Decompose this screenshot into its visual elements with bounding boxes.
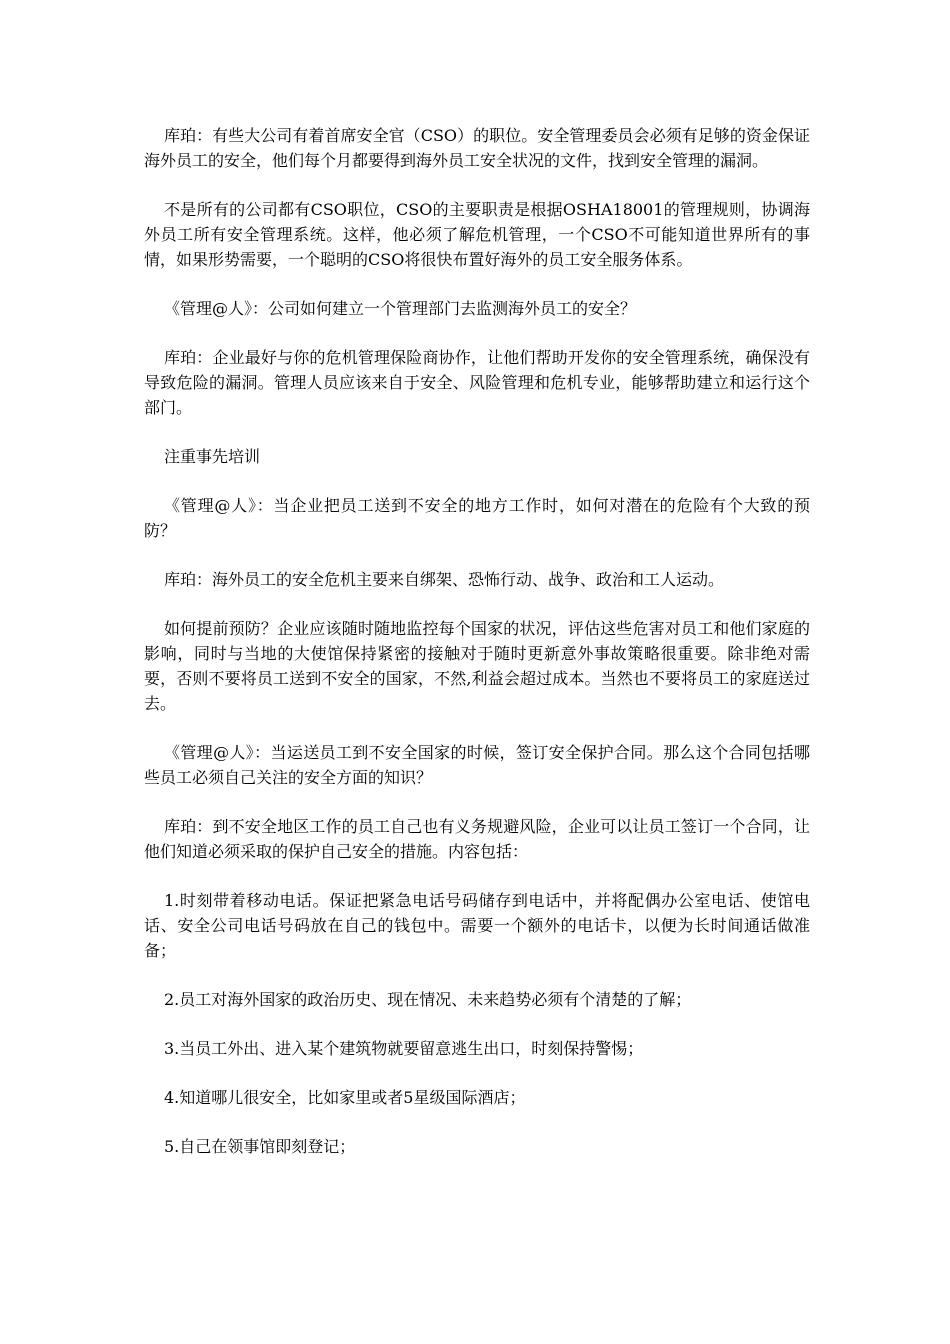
section-heading-training: 注重事先培训 — [164, 447, 261, 466]
document-body — [144, 123, 810, 1183]
list-item-2: 2.员工对海外国家的政治历史、现在情况、未来趋势必须有个清楚的了解； — [164, 990, 692, 1009]
list-item-3: 3.当员工外出、进入某个建筑物就要留意逃生出口，时刻保持警惕； — [164, 1039, 644, 1058]
paragraph-cso-duties: 不是所有的公司都有CSO职位，CSO的主要职责是根据OSHA18001的管理规则，协调海外员工所有安全管理系统。这样，他必须了解危机管理，一个CSO不可能知道世界所有的事情，如果形势需要，一个聪明的CSO将很快布置好海外的员工安全服务体系。 — [144, 200, 810, 269]
paragraph-cso-role: 库珀：有些大公司有着首席安全官（CSO）的职位。安全管理委员会必须有足够的资金保证海外员工的安全，他们每个月都要得到海外员工安全状况的文件，找到安全管理的漏洞。 — [144, 126, 810, 170]
paragraph-advance-prevention: 如何提前预防？企业应该随时随地监控每个国家的状况，评估这些危害对员工和他们家庭的影响，同时与当地的大使馆保持紧密的接触对于随时更新意外事故策略很重要。除非绝对需要，否则不要将员工送到不安全的国家，不然,利益会超过成本。当然也不要将员工的家庭送过去。 — [144, 619, 810, 713]
list-item-5: 5.自己在领事馆即刻登记； — [164, 1137, 356, 1156]
list-item-4: 4.知道哪儿很安全，比如家里或者5星级国际酒店； — [164, 1088, 526, 1107]
answer-risk-sources: 库珀：海外员工的安全危机主要来自绑架、恐怖行动、战争、政治和工人运动。 — [164, 570, 725, 589]
question-safety-contract: 《管理@人》：当运送员工到不安全国家的时候，签订安全保护合同。那么这个合同包括哪些员工必须自己关注的安全方面的知识？ — [144, 743, 810, 787]
list-item-1: 1.时刻带着移动电话。保证把紧急电话号码储存到电话中，并将配偶办公室电话、使馆电话、安全公司电话号码放在自己的钱包中。需要一个额外的电话卡，以便为长时间通话做准备； — [144, 891, 810, 960]
answer-contract-contents: 库珀：到不安全地区工作的员工自己也有义务规避风险，企业可以让员工签订一个合同，让他们知道必须采取的保护自己安全的措施。内容包括： — [144, 817, 810, 861]
answer-insurer-cooperation: 库珀：企业最好与你的危机管理保险商协作，让他们帮助开发你的安全管理系统，确保没有导致危险的漏洞。管理人员应该来自于安全、风险管理和危机专业，能够帮助建立和运行这个部门。 — [144, 348, 810, 417]
question-risk-prevention: 《管理@人》：当企业把员工送到不安全的地方工作时，如何对潜在的危险有个大致的预防？ — [144, 496, 810, 540]
question-management-department: 《管理@人》：公司如何建立一个管理部门去监测海外员工的安全？ — [164, 299, 637, 318]
